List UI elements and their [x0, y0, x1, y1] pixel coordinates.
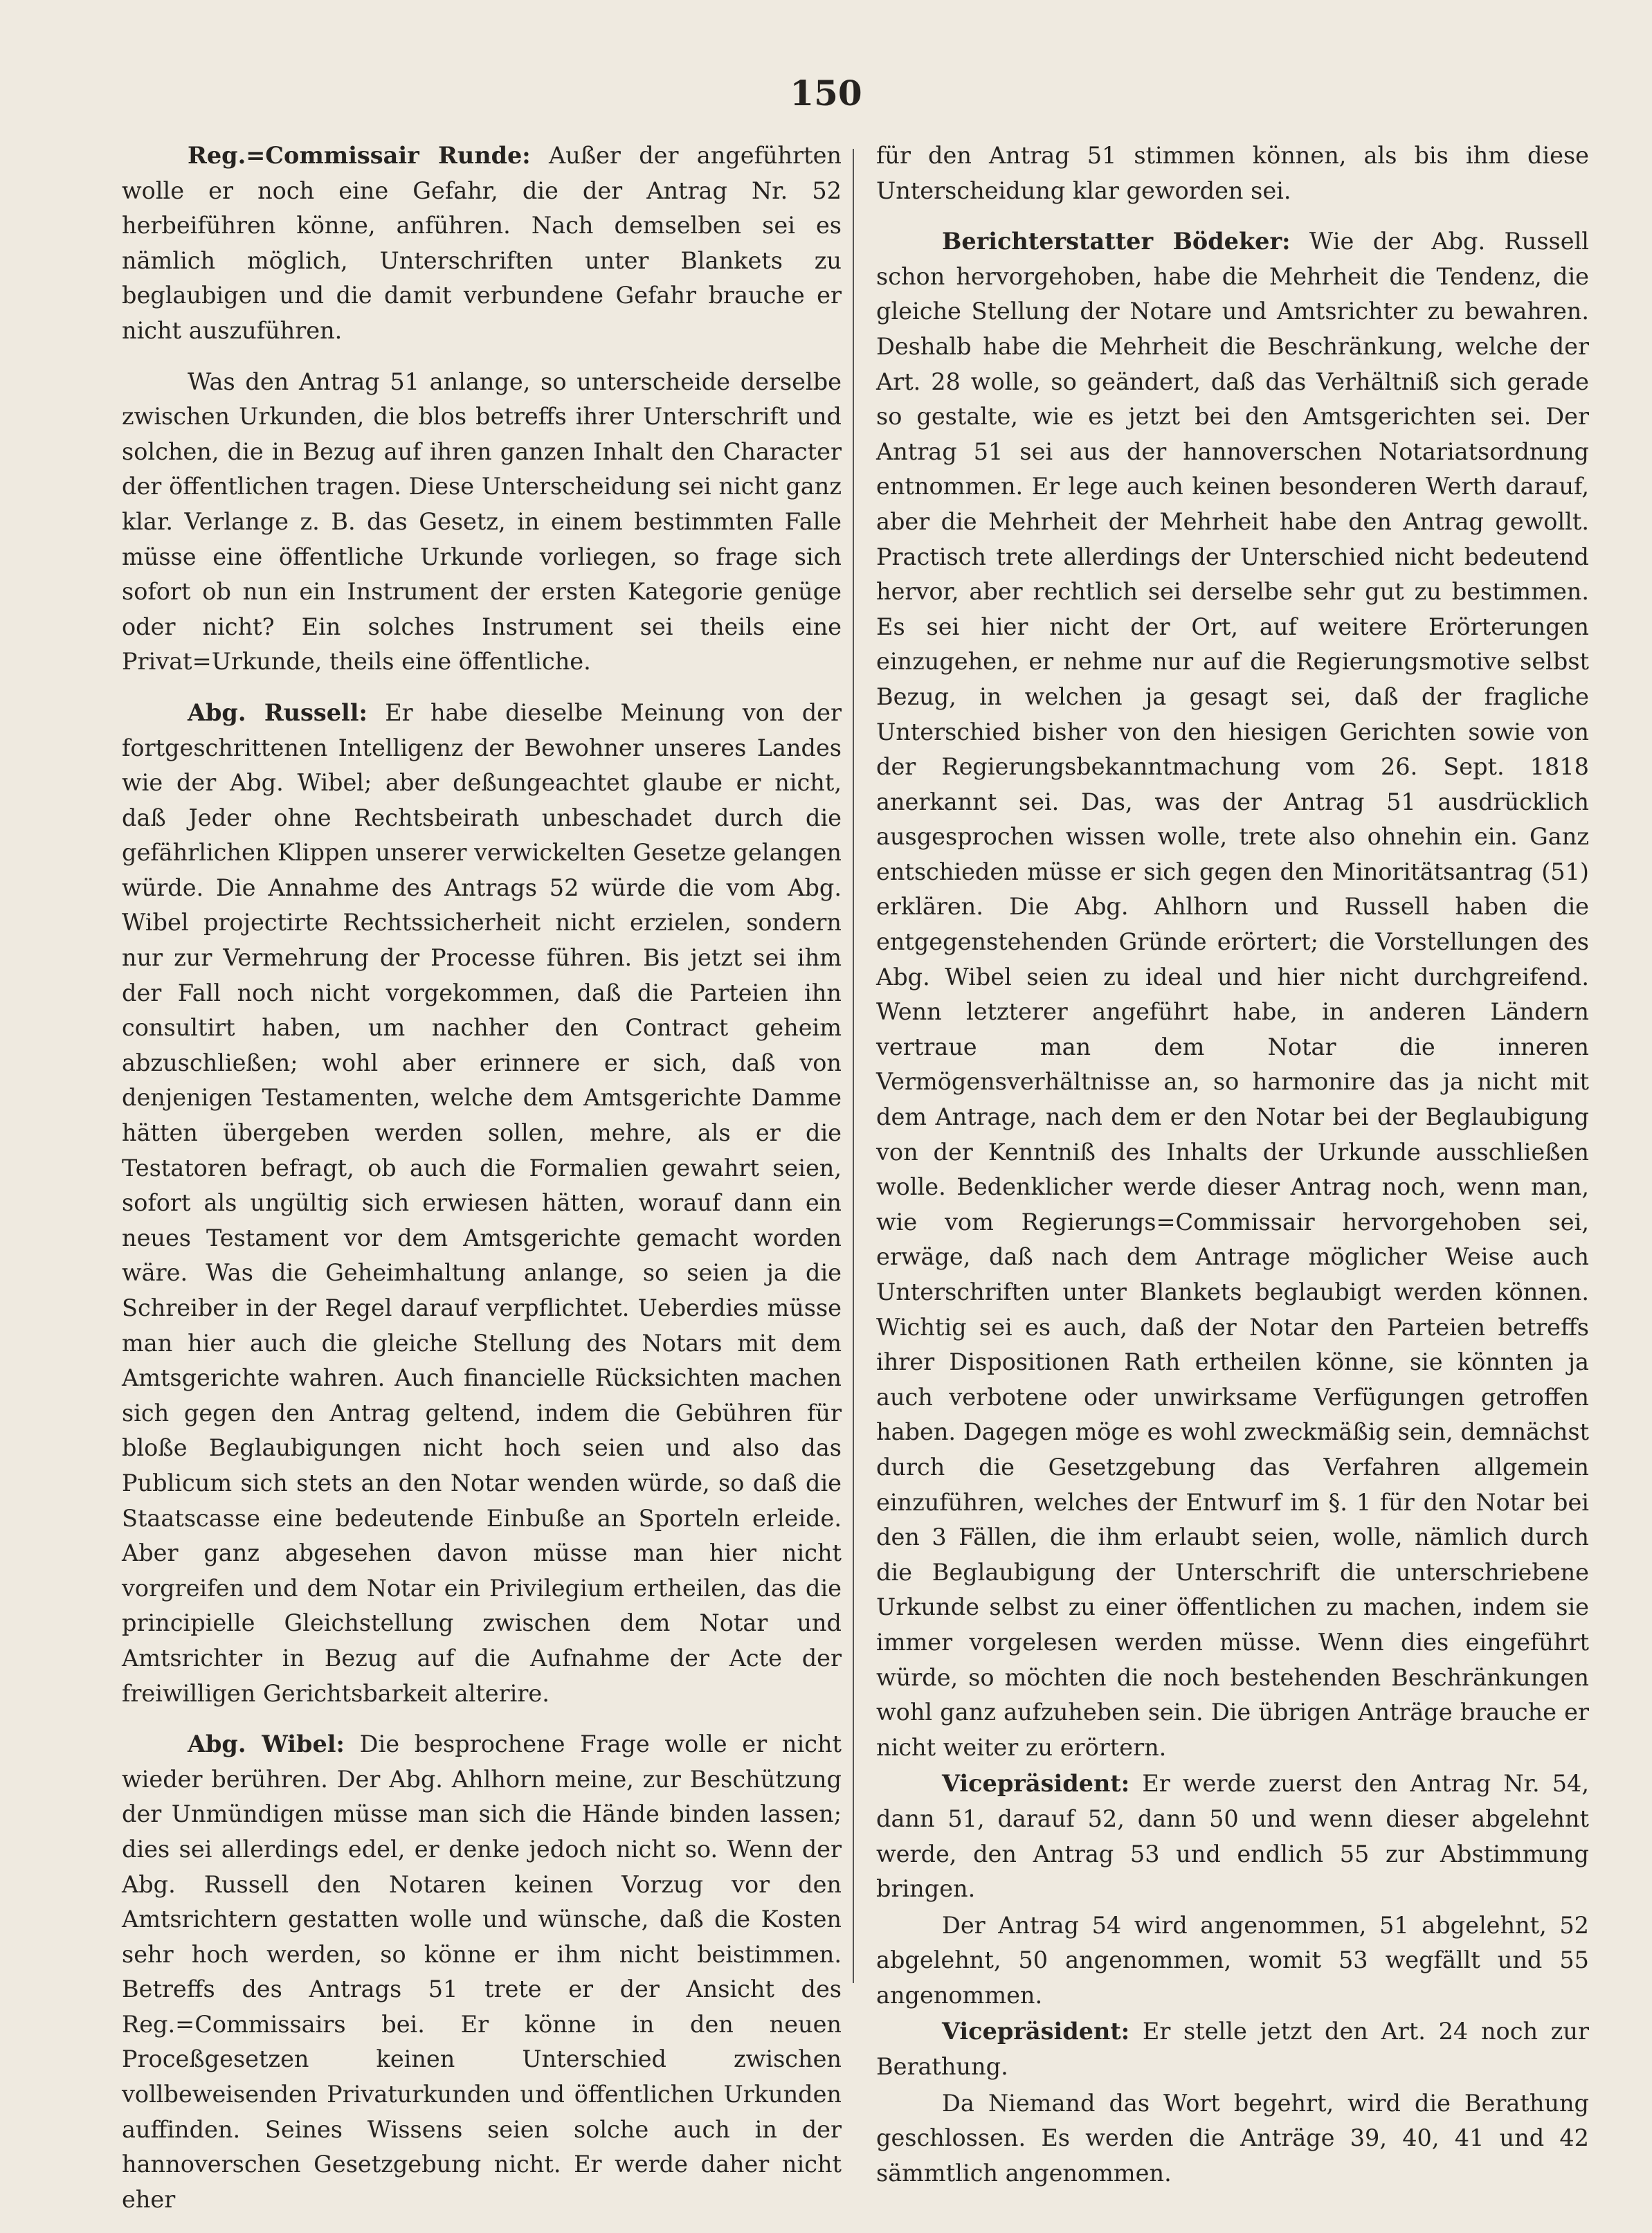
- speaker-name: Vicepräsident:: [942, 2018, 1130, 2045]
- paragraph-text: Er werde zuerst den Antrag Nr. 54, dann 51, darauf 52, dann 50 und wenn dieser abgelehnt werde, den Antrag 53 und endlich 55 zur Abstimmung bringen.: [876, 1770, 1589, 1903]
- paragraph-antrag-51: [122, 365, 842, 680]
- speaker-name: Abg. Russell:: [188, 698, 367, 726]
- speaker-name: Reg.=Commissair Runde:: [188, 142, 531, 169]
- paragraph-text: Der Antrag 54 wird angenommen, 51 abgelehnt, 52 abgelehnt, 50 angenommen, womit 53 wegfällt und 55 angenommen.: [876, 1911, 1589, 2009]
- paragraph-wibel: [122, 1727, 842, 2217]
- paragraph-russell: [122, 696, 842, 1711]
- paragraph-vicepraesident-1: [876, 1766, 1589, 1906]
- left-column: [122, 138, 842, 2233]
- paragraph-text: Was den Antrag 51 anlange, so unterscheide derselbe zwischen Urkunden, die blos betreffs ihrer Unterschrift und solchen, die in Bezug auf ihren ganzen Inhalt den Character der öffentlichen tragen. Diese Unterscheidung sei nicht ganz klar. Verlange z. B. das Gesetz, in einem bestimmten Falle müsse eine öffentliche Urkunde vorliegen, so frage sich sofort ob nun ein Instrument der ersten Kategorie genüge oder nicht? Ein solches Instrument sei theils eine Privat=Urkunde, theils eine öffentliche.: [122, 368, 842, 676]
- paragraph-text: Die besprochene Frage wolle er nicht wieder berühren. Der Abg. Ahlhorn meine, zur Beschützung der Unmündigen müsse man sich die Hände binden lassen; dies sei allerdings edel, er denke jedoch nicht so. Wenn der Abg. Russell den Notaren keinen Vorzug vor den Amtsrichtern gestatten wolle und wünsche, daß die Kosten sehr hoch werden, so könne er ihm nicht beistimmen. Betreffs des Antrags 51 trete er der Ansicht des Reg.=Commissairs bei. Er könne in den neuen Proceßgesetzen keinen Unterschied zwischen vollbeweisenden Privaturkunden und öffentlichen Urkunden auffinden. Seines Wissens seien solche auch in der hannoverschen Gesetzgebung nicht. Er werde daher nicht eher: [122, 1730, 842, 2213]
- page-number: 150: [790, 73, 862, 114]
- paragraph-text: Er stelle jetzt den Art. 24 noch zur Berathung.: [876, 2018, 1589, 2081]
- right-column: [876, 138, 1589, 2192]
- paragraph-runde: [122, 138, 842, 349]
- paragraph-vicepraesident-2: [876, 2014, 1589, 2084]
- paragraph-boedeker: [876, 224, 1589, 1765]
- paragraph-continuation: [876, 138, 1589, 208]
- speaker-name: Abg. Wibel:: [188, 1730, 345, 1758]
- paragraph-text: Da Niemand das Wort begehrt, wird die Berathung geschlossen. Es werden die Anträge 39, 40, 41 und 42 sämmtlich angenommen.: [876, 2089, 1589, 2187]
- speaker-name: Vicepräsident:: [942, 1770, 1130, 1798]
- paragraph-text: für den Antrag 51 stimmen können, als bis ihm diese Unterscheidung klar geworden sei.: [876, 142, 1589, 204]
- paragraph-schluss: [876, 2086, 1589, 2191]
- paragraph-text: Wie der Abg. Russell schon hervorgehoben, habe die Mehrheit die Tendenz, die gleiche Stellung der Notare und Amtsrichter zu bewahren. Deshalb habe die Mehrheit die Beschränkung, welche der Art. 28 wolle, so geändert, daß das Verhältniß sich gerade so gestalte, wie es jetzt bei den Amtsgerichten sei. Der Antrag 51 sei aus der hannoverschen Notariatsordnung entnommen. Er lege auch keinen besonderen Werth darauf, aber die Mehrheit der Mehrheit habe den Antrag gewollt. Practisch trete allerdings der Unterschied nicht bedeutend hervor, aber rechtlich sei derselbe sehr gut zu bestimmen. Es sei hier nicht der Ort, auf weitere Erörterungen einzugehen, er nehme nur auf die Regierungsmotive selbst Bezug, in welchen ja gesagt sei, daß der fragliche Unterschied bisher von den hiesigen Gerichten sowie von der Regierungsbekanntmachung vom 26. Sept. 1818 anerkannt sei. Das, was der Antrag 51 ausdrücklich ausgesprochen wissen wolle, trete also ohnehin ein. Ganz entschieden müsse er sich gegen den Minoritätsantrag (51) erklären. Die Abg. Ahlhorn und Russell haben die entgegenstehenden Gründe erörtert; die Vorstellungen des Abg. Wibel seien zu ideal und hier nicht durchgreifend. Wenn letzterer angeführt habe, in anderen Ländern vertraue man dem Notar die inneren Vermögensverhältnisse an, so harmonire das ja nicht mit dem Antrage, nach dem er den Notar bei der Beglaubigung von der Kenntniß des Inhalts der Urkunde ausschließen wolle. Bedenklicher werde dieser Antrag noch, wenn man, wie vom Regierungs=Commissair hervorgehoben sei, erwäge, daß nach dem Antrage möglicher Weise auch Unterschriften unter Blankets beglaubigt werden können. Wichtig sei es auch, daß der Notar den Parteien betreffs ihrer Dispositionen Rath ertheilen könne, sie könnten ja auch verbotene oder unwirksame Verfügungen getroffen haben. Dagegen möge es wohl zweckmäßig sein, demnächst durch die Gesetzgebung das Verfahren allgemein einzuführen, welches der Entwurf im §. 1 für den Notar bei den 3 Fällen, die ihm erlaubt seien, wolle, nämlich durch die Beglaubigung der Unterschrift die unterschriebene Urkunde selbst zu einer öffentlichen zu machen, indem sie immer vorgelesen werden müsse. Wenn dies eingeführt würde, so möchten die noch bestehenden Beschränkungen wohl ganz aufzuheben sein. Die übrigen Anträge brauche er nicht weiter zu erörtern.: [876, 228, 1589, 1761]
- paragraph-text: Er habe dieselbe Meinung von der fortgeschrittenen Intelligenz der Bewohner unseres Landes wie der Abg. Wibel; aber deßungeachtet glaube er nicht, daß Jeder ohne Rechtsbeirath unbeschadet durch die gefährlichen Klippen unserer verwickelten Gesetze gelangen würde. Die Annahme des Antrags 52 würde die vom Abg. Wibel projectirte Rechtssicherheit nicht erzielen, sondern nur zur Vermehrung der Processe führen. Bis jetzt sei ihm der Fall noch nicht vorgekommen, daß die Parteien ihn consultirt haben, um nachher den Contract geheim abzuschließen; wohl aber erinnere er sich, daß von denjenigen Testamenten, welche dem Amtsgerichte Damme hätten übergeben werden sollen, mehre, als er die Testatoren befragt, ob auch die Formalien gewahrt seien, sofort als ungültig sich erwiesen hätten, worauf dann ein neues Testament vor dem Amtsgerichte gemacht worden wäre. Was die Geheimhaltung anlange, so seien ja die Schreiber in der Regel darauf verpflichtet. Ueberdies müsse man hier auch die gleiche Stellung des Notars mit dem Amtsgerichte wahren. Auch financielle Rücksichten machen sich gegen den Antrag geltend, indem die Gebühren für bloße Beglaubigungen nicht hoch seien und also das Publicum sich stets an den Notar wenden würde, so daß die Staatscasse eine bedeutende Einbuße an Sporteln erleide. Aber ganz abgesehen davon müsse man hier nicht vorgreifen und dem Notar ein Privilegium ertheilen, das die principielle Gleichstellung zwischen dem Notar und Amtsrichter in Bezug auf die Aufnahme der Acte der freiwilligen Gerichtsbarkeit alterire.: [122, 698, 842, 1707]
- paragraph-abstimmung: [876, 1908, 1589, 2014]
- paragraph-text: Außer der angeführten wolle er noch eine Gefahr, die der Antrag Nr. 52 herbeiführen könne, anführen. Nach demselben sei es nämlich möglich, Unterschriften unter Blankets zu beglaubigen und die damit verbundene Gefahr brauche er nicht auszuführen.: [122, 142, 842, 344]
- column-divider: [853, 149, 854, 1983]
- speaker-name: Berichterstatter Bödeker:: [942, 228, 1291, 255]
